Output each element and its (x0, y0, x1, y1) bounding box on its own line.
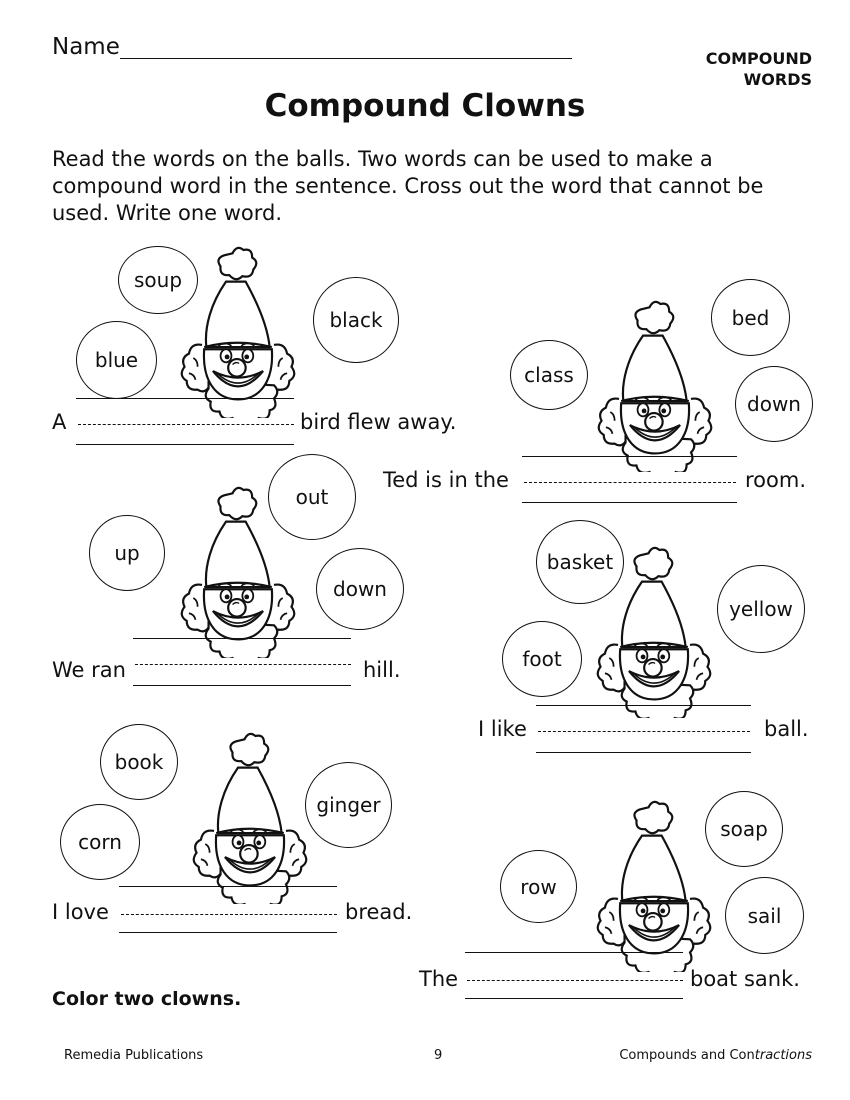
guide-line-bottom (522, 502, 737, 503)
guide-line-bottom (76, 444, 294, 445)
guide-line-top (536, 705, 751, 706)
guide-line-top (522, 456, 737, 457)
guide-line-bottom (133, 685, 351, 686)
name-write-line[interactable] (120, 58, 572, 59)
page-title: Compound Clowns (264, 88, 586, 124)
color-instruction: Color two clowns. (52, 988, 242, 1010)
sentence-start: I love (52, 900, 109, 924)
sentence-start: I like (478, 717, 527, 741)
word-ball-up[interactable]: up (89, 515, 165, 591)
word-ball-basket[interactable]: basket (536, 520, 624, 604)
word-ball-down[interactable]: down (735, 366, 813, 442)
sentence-end: boat sank. (690, 967, 800, 991)
category-line-2: WORDS (743, 70, 812, 89)
sentence-end: ball. (764, 717, 809, 741)
sentence-start: Ted is in the (383, 468, 509, 492)
word-ball-black[interactable]: black (313, 277, 399, 363)
footer-book-title (619, 1048, 812, 1063)
word-ball-bed[interactable]: bed (711, 279, 790, 356)
sentence-end: bread. (345, 900, 413, 924)
word-ball-foot[interactable]: foot (502, 621, 582, 697)
instructions: Read the words on the balls. Two words can be used to make a compound word in the sentence. Cross out the word that cannot be used. Write one word. (52, 147, 764, 225)
footer-publisher: Remedia Publications (64, 1048, 204, 1063)
category-line-1: COMPOUND (705, 49, 812, 68)
word-ball-soup[interactable]: soup (118, 246, 198, 314)
guide-line-bottom (465, 998, 683, 999)
clown-icon (595, 292, 715, 472)
guide-line-top (119, 886, 337, 887)
guide-line-bottom (119, 932, 337, 933)
sentence-end: hill. (363, 658, 401, 682)
answer-blank[interactable] (524, 482, 736, 483)
answer-blank[interactable] (135, 664, 351, 665)
category-label (652, 48, 812, 90)
answer-blank[interactable] (467, 980, 683, 981)
clown-icon (594, 538, 714, 718)
answer-blank[interactable] (121, 914, 337, 915)
guide-line-bottom (536, 752, 751, 753)
clown-icon (178, 238, 298, 418)
clown-icon (594, 792, 714, 972)
word-ball-soap[interactable]: soap (705, 791, 783, 867)
guide-line-top (76, 398, 294, 399)
sentence-end: bird flew away. (300, 410, 457, 434)
name-label: Name (52, 34, 120, 60)
guide-line-top (465, 952, 683, 953)
word-ball-book[interactable]: book (100, 724, 178, 800)
answer-blank[interactable] (78, 424, 294, 425)
word-ball-out[interactable]: out (268, 454, 356, 540)
sentence-start: The (419, 967, 459, 991)
word-ball-row[interactable]: row (500, 850, 577, 923)
sentence-start: We ran (52, 658, 126, 682)
word-ball-down[interactable]: down (316, 548, 404, 630)
word-ball-blue[interactable]: blue (76, 321, 157, 399)
answer-blank[interactable] (538, 731, 750, 732)
guide-line-top (133, 638, 351, 639)
sentence-end: room. (745, 468, 807, 492)
footer-book-title-part2: tractions (754, 1048, 812, 1063)
word-ball-class[interactable]: class (510, 340, 588, 410)
sentence-start: A (52, 410, 67, 434)
word-ball-ginger[interactable]: ginger (305, 762, 392, 848)
footer-page-number: 9 (434, 1048, 443, 1063)
word-ball-yellow[interactable]: yellow (717, 565, 805, 653)
clown-icon (190, 724, 310, 904)
footer-book-title-part1: Compounds and Con (619, 1048, 755, 1063)
word-ball-sail[interactable]: sail (725, 877, 804, 954)
word-ball-corn[interactable]: corn (60, 804, 140, 880)
clown-icon (178, 478, 298, 658)
